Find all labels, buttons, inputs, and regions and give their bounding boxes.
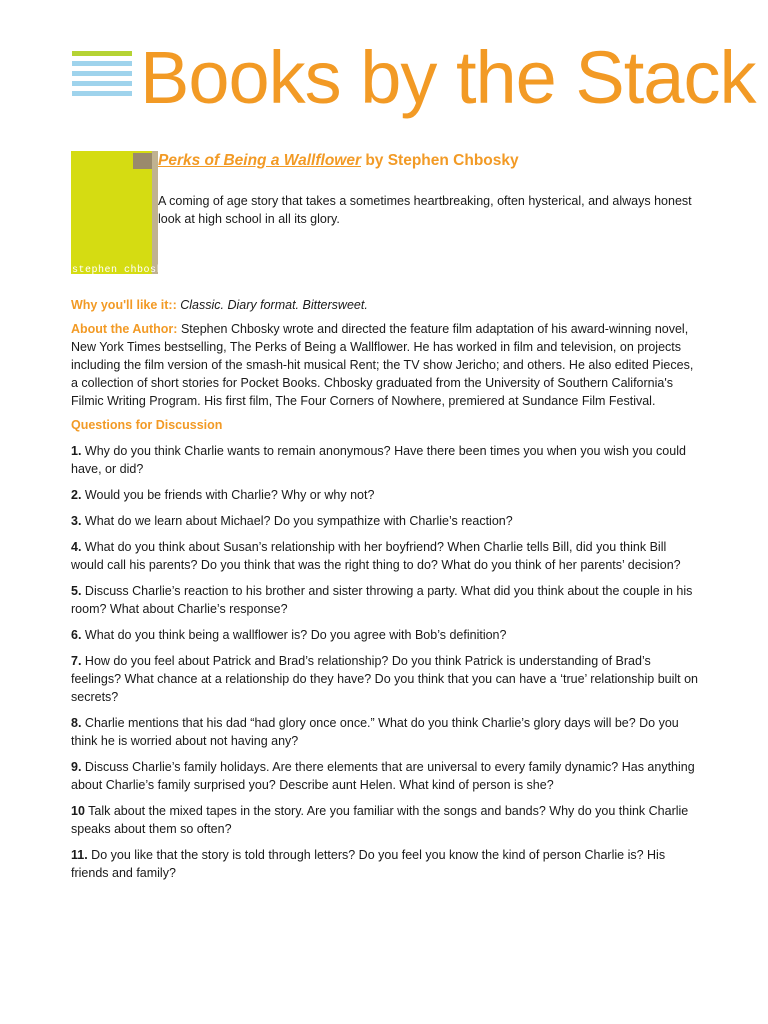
- question-text: What do we learn about Michael? Do you sympathize with Charlie’s reaction?: [84, 514, 513, 528]
- question-item: [71, 714, 701, 750]
- book-title-link[interactable]: Perks of Being a Wallflower: [158, 152, 361, 169]
- question-item: [71, 652, 701, 706]
- question-number: 7.: [71, 654, 82, 668]
- question-number: 3.: [71, 514, 82, 528]
- question-item: [71, 846, 701, 882]
- question-item: [71, 538, 701, 574]
- question-text: What do you think about Susan’s relationship with her boyfriend? When Charlie tells Bill, did you think Bill would call his parents? Do you think that was the right thing to do? What do you think of her parents’ decision?: [71, 540, 681, 572]
- question-number: 9.: [71, 760, 82, 774]
- question-number: 1.: [71, 444, 82, 458]
- about-the-author: [71, 320, 701, 410]
- question-number: 10: [71, 804, 85, 818]
- questions-header: Questions for Discussion: [71, 418, 223, 432]
- question-text: Talk about the mixed tapes in the story. Are you familiar with the songs and bands? Why do you think Charlie speaks about them so often?: [71, 804, 689, 836]
- question-number: 5.: [71, 584, 82, 598]
- question-item: [71, 802, 701, 838]
- about-label: About the Author:: [71, 322, 178, 336]
- book-heading: [158, 152, 519, 170]
- question-text: Do you like that the story is told through letters? Do you feel you know the kind of person Charlie is? His friends and family?: [71, 848, 666, 880]
- question-item: [71, 486, 701, 504]
- why-text: Classic. Diary format. Bittersweet.: [180, 298, 368, 312]
- brand-title: Books by the Stack: [140, 36, 756, 119]
- why-label: Why you'll like it::: [71, 298, 177, 312]
- question-text: Discuss Charlie’s family holidays. Are there elements that are universal to every family dynamic? Has anything about Charlie’s family surprised you? Describe aunt Helen. What kind of person is she?: [71, 760, 695, 792]
- question-item: [71, 512, 701, 530]
- question-item: [71, 442, 701, 478]
- question-text: Charlie mentions that his dad “had glory once once.” What do you think Charlie’s glory days will be? Do you think he is worried about not having any?: [71, 716, 679, 748]
- question-text: Discuss Charlie’s reaction to his brother and sister throwing a party. What did you think about the couple in his room? What about Charlie’s response?: [71, 584, 693, 616]
- logo-stripes-icon: [72, 51, 132, 101]
- question-text: Why do you think Charlie wants to remain anonymous? Have there been times you when you wish you could have, or did?: [71, 444, 686, 476]
- question-number: 8.: [71, 716, 82, 730]
- question-number: 4.: [71, 540, 82, 554]
- book-description: A coming of age story that takes a sometimes heartbreaking, often hysterical, and always honest look at high school in all its glory.: [158, 194, 692, 226]
- question-text: How do you feel about Patrick and Brad’s relationship? Do you think Patrick is understanding of Brad’s feelings? What chance at a relationship do they have? Do you think that you can have a ‘true’ relationship built on secrets?: [71, 654, 699, 704]
- question-text: What do you think being a wallflower is? Do you agree with Bob’s definition?: [84, 628, 507, 642]
- question-number: 11.: [71, 848, 88, 862]
- book-author: by Stephen Chbosky: [365, 152, 519, 169]
- cover-photo: [133, 153, 153, 169]
- cover-author-name: stephen chbosky: [72, 265, 170, 276]
- book-cover-image: [71, 151, 170, 276]
- question-number: 6.: [71, 628, 82, 642]
- about-text: Stephen Chbosky wrote and directed the feature film adaptation of his award-winning novel, New York Times bestselling, The Perks of Being a Wallflower. He has worked in film and television, on projects including the film version of the smash-hit musical Rent; the TV show Jericho; and others. He also edited Pieces, a collection of short stories for Pocket Books. Chbosky graduated from the University of Southern California's Filmic Writing Program. His first film, The Four Corners of Nowhere, premiered at Sundance Film Festival.: [71, 322, 694, 408]
- question-item: [71, 582, 701, 618]
- question-item: [71, 758, 701, 794]
- guide-content: [71, 296, 701, 890]
- why-youll-like-it: [71, 296, 701, 314]
- question-text: Would you be friends with Charlie? Why or why not?: [84, 488, 375, 502]
- question-item: [71, 626, 701, 644]
- question-number: 2.: [71, 488, 82, 502]
